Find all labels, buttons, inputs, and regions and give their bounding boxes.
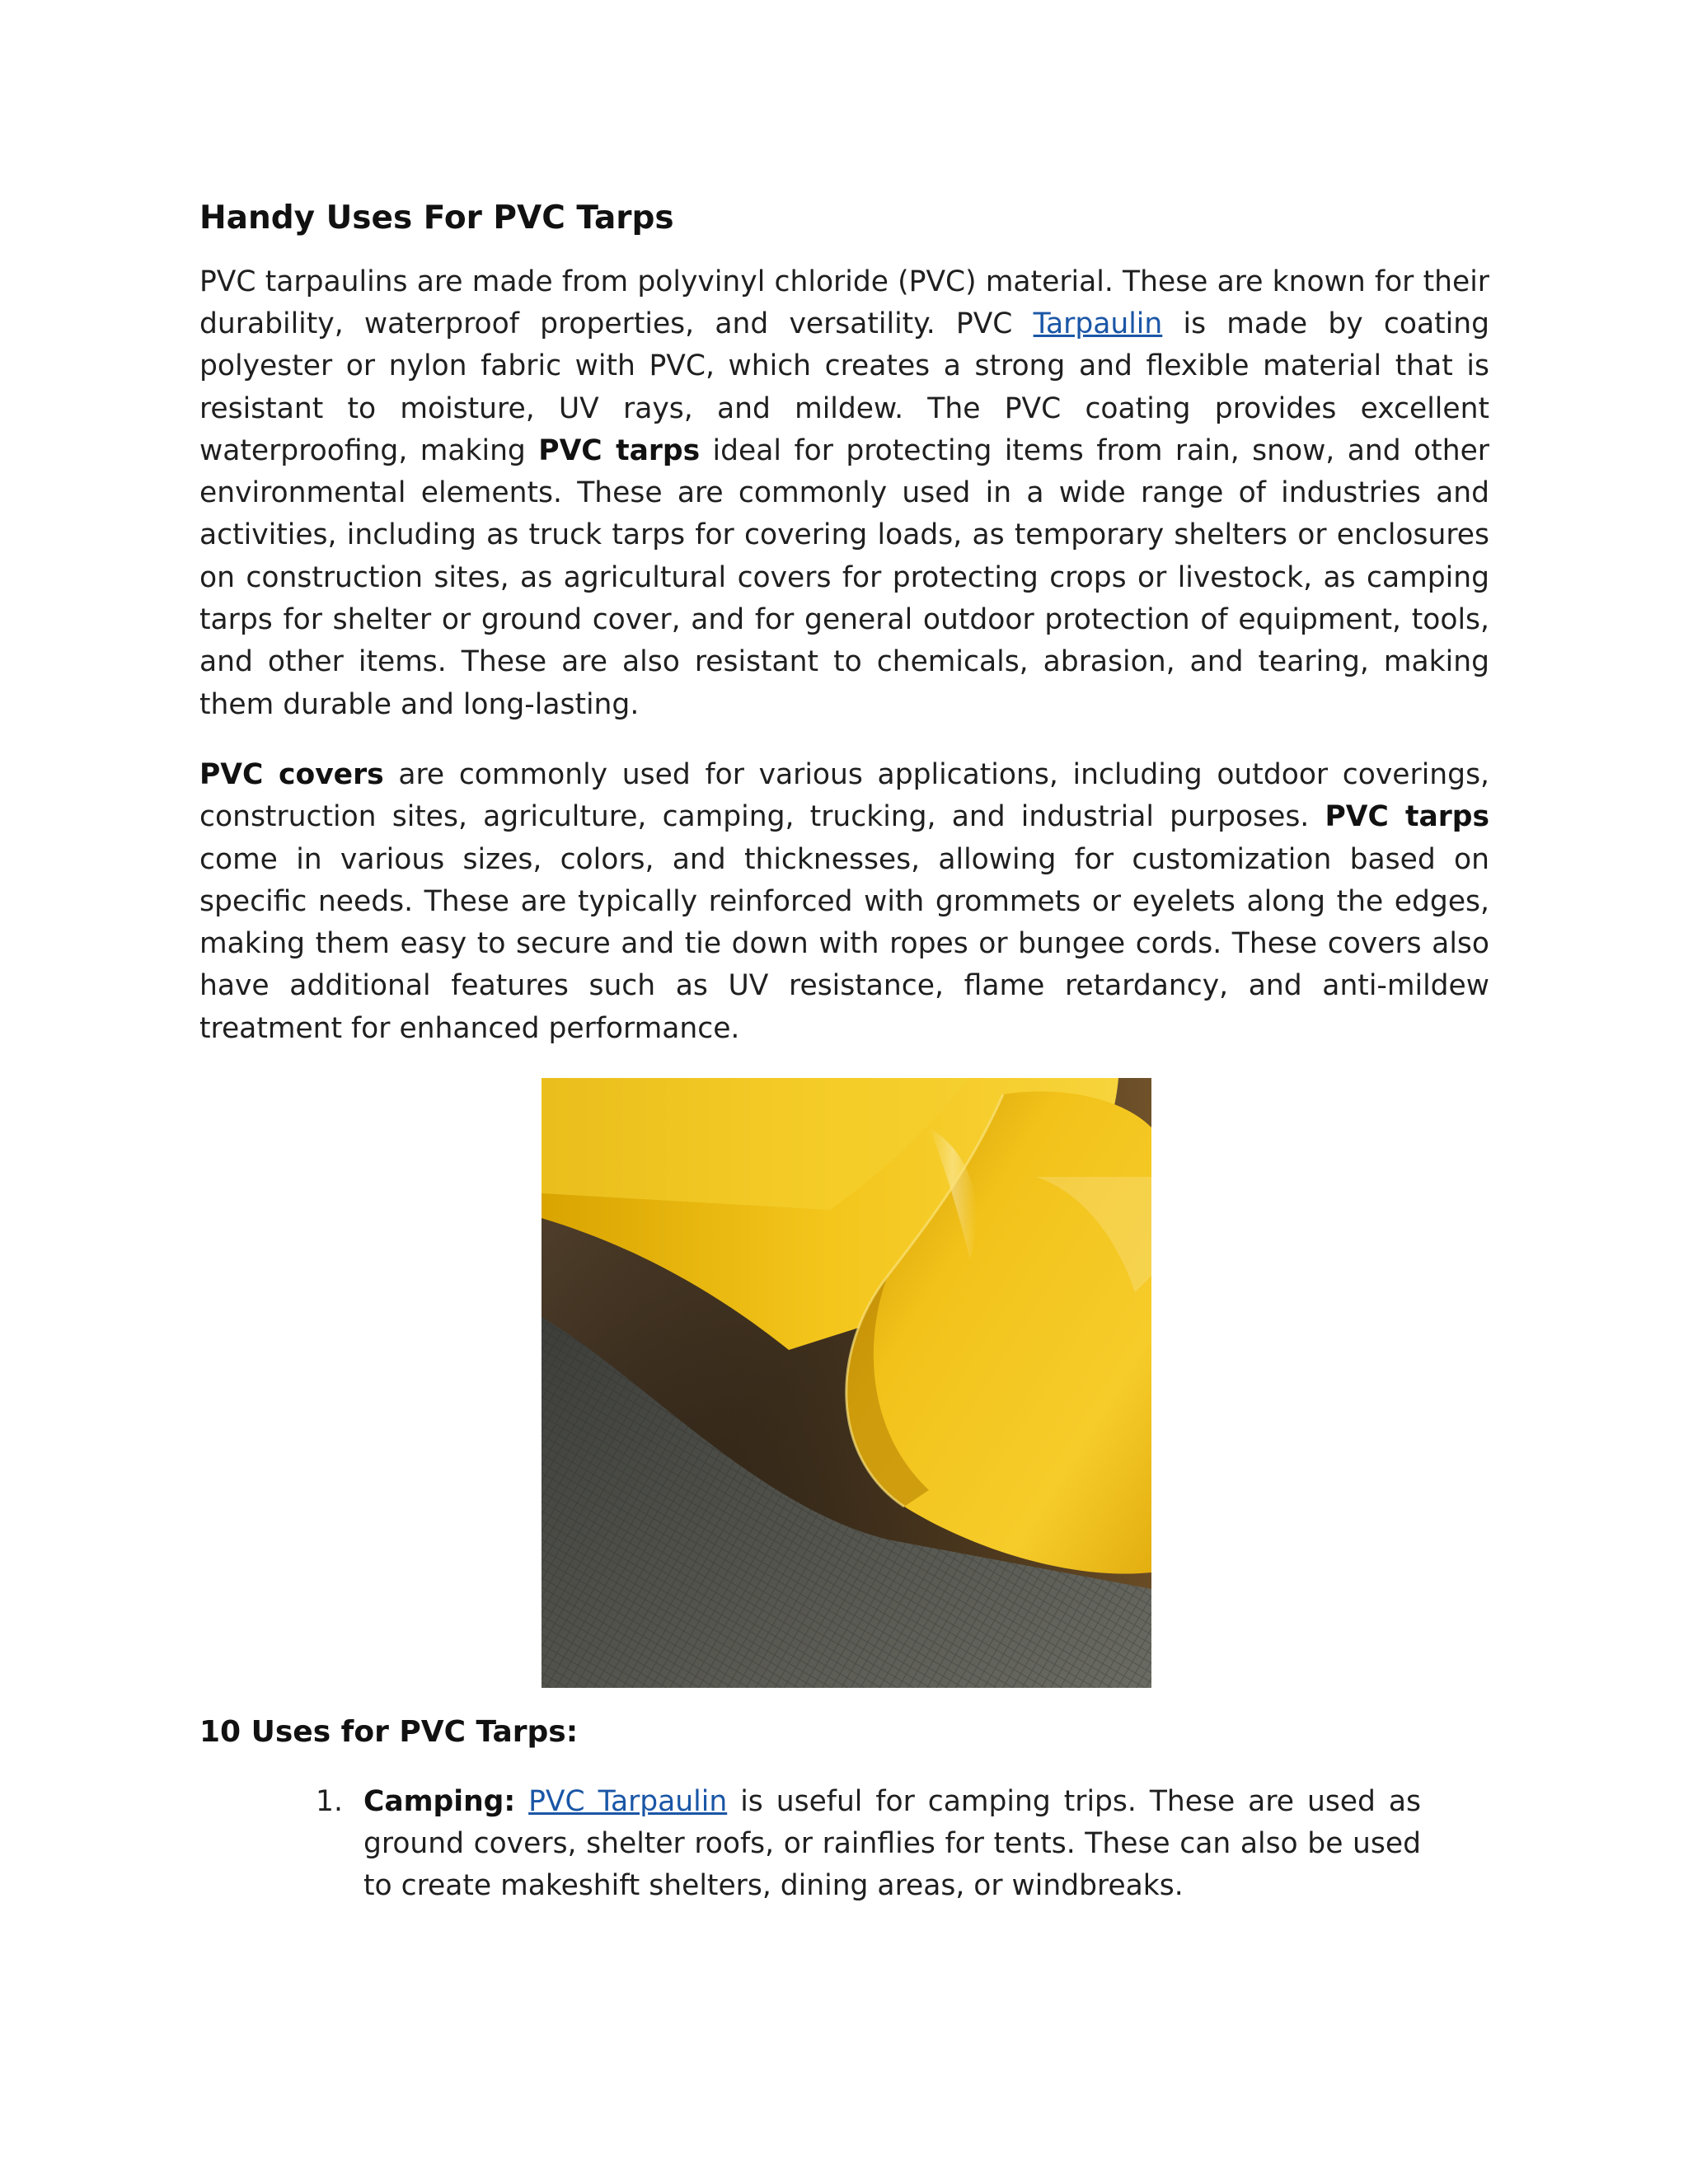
tarpaulin-link[interactable]: Tarpaulin [1033,307,1163,340]
intro-text-1: PVC tarpaulins are made from polyvinyl chloride (PVC) material. These are known for their durability, waterproof properties, and versatility. PVC [199,265,1489,340]
uses-list [199,1781,1489,1908]
pvc-tarpaulin-link[interactable]: PVC Tarpaulin [528,1784,728,1818]
article-content [199,198,1489,1908]
pvc-tarp-photo [542,1078,1151,1688]
covers-text-2: come in various sizes, colors, and thicknesses, allowing for customization based on specific needs. These are typically reinforced with grommets or eyelets along the edges, making them easy to secure and tie down with ropes or bungee cords. These covers also have additional features such as UV resistance, flame retardancy, and anti-mildew treatment for enhanced performance. [199,842,1489,1045]
pvc-tarps-bold: PVC tarps [538,434,701,467]
list-item-text: is useful for camping trips. These are used as ground covers, shelter roofs, or rainflies for tents. These can also be used to create makeshift shelters, dining areas, or windbreaks. [363,1784,1422,1903]
intro-text-3: ideal for protecting items from rain, snow, and other environmental elements. These are commonly used in a wide range of industries and activities, including as truck tarps for covering loads, as temporary shelters or enclosures on construction sites, as agricultural covers for protecting crops or livestock, as camping tarps for shelter or ground cover, and for general outdoor protection of equipment, tools, and other items. These are also resistant to chemicals, abrasion, and tearing, making them durable and long-lasting. [199,434,1489,721]
covers-paragraph [199,754,1489,1050]
pvc-covers-bold: PVC covers [199,757,384,791]
list-item-label: Camping: [363,1784,516,1818]
uses-heading: 10 Uses for PVC Tarps: [199,1715,579,1750]
intro-text-2: is made by coating polyester or nylon fabric with PVC, which creates a strong and flexible material that is resistant to moisture, UV rays, and mildew. The PVC coating provides excellent waterproofing, making [199,307,1490,467]
list-item [316,1781,1422,1908]
list-item-number: 1. [316,1784,343,1818]
intro-paragraph [199,261,1489,726]
page-title: Handy Uses For PVC Tarps [199,199,674,237]
pvc-tarps-bold-2: PVC tarps [1325,800,1489,834]
covers-text-1: are commonly used for various applications, including outdoor coverings, construction sites, agriculture, camping, trucking, and industrial purposes. [199,757,1490,834]
figure-container [199,1078,1489,1688]
